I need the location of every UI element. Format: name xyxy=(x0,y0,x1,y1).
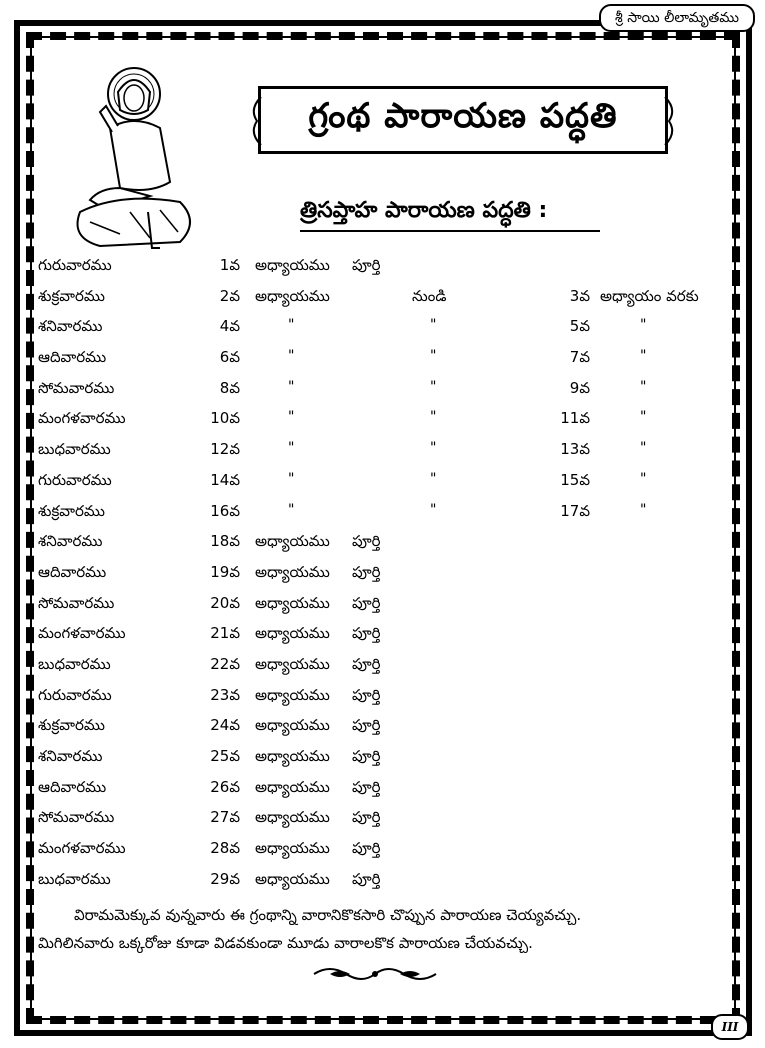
day-name: బుధవారము xyxy=(38,654,111,673)
day-name: గురువారము xyxy=(38,685,112,704)
ditto-mark: " xyxy=(430,409,437,426)
day-name: ఆదివారము xyxy=(38,562,107,581)
day-name: శుక్రవారము xyxy=(38,286,105,305)
chapter-word: అధ్యాయము xyxy=(255,716,330,735)
schedule-row xyxy=(0,344,765,375)
chapter-from: 16వ xyxy=(210,501,240,520)
chapter-from: 10వ xyxy=(210,409,240,428)
schedule-row xyxy=(0,774,765,805)
note-line-2: మిగిలినవారు ఒక్కరోజు కూడా విడవకుండా మూడు వారాలకొక పారాయణ చేయవచ్చు. xyxy=(38,934,533,952)
complete-word: పూర్తి xyxy=(352,747,381,765)
complete-word: పూర్తి xyxy=(352,869,381,888)
ditto-mark: " xyxy=(288,501,295,518)
ditto-mark: " xyxy=(640,470,647,487)
chapter-word: అధ్యాయము xyxy=(255,532,330,551)
page-number: III xyxy=(711,1014,749,1040)
complete-word: పూర్తి xyxy=(352,562,381,581)
schedule-row xyxy=(0,528,765,559)
complete-word: పూర్తి xyxy=(352,593,381,612)
page-title-text: గ్రంథ పారాయణ పద్ధతి xyxy=(308,96,618,136)
ditto-mark: " xyxy=(430,317,437,334)
note-line-1: విరామమెక్కువ వున్నవారు ఈ గ్రంథాన్ని వారానికొకసారి చొప్పున పారాయణ చెయ్యవచ్చు. xyxy=(74,906,582,924)
complete-word: పూర్తి xyxy=(352,256,381,274)
complete-word: పూర్తి xyxy=(352,716,381,735)
day-name: సోమవారము xyxy=(38,808,115,827)
ditto-mark: " xyxy=(640,378,647,395)
ditto-mark: " xyxy=(430,440,437,457)
chapter-word: అధ్యాయము xyxy=(255,839,330,858)
complete-word: పూర్తి xyxy=(352,654,381,673)
title-flourish-right-icon xyxy=(661,95,679,147)
schedule-row xyxy=(0,590,765,621)
chapter-from: 6వ xyxy=(219,348,240,367)
complete-word: పూర్తి xyxy=(352,777,381,796)
title-flourish-left-icon xyxy=(247,95,265,147)
day-name: గురువారము xyxy=(38,256,112,274)
chapter-number: 21వ xyxy=(210,624,240,643)
ditto-mark: " xyxy=(430,348,437,365)
schedule-row xyxy=(0,804,765,835)
chapter-to: 7వ xyxy=(569,348,590,367)
chapter-from: 12వ xyxy=(210,440,240,459)
ditto-mark: " xyxy=(640,409,647,426)
day-name: శనివారము xyxy=(38,747,103,765)
chapter-to: 15వ xyxy=(560,470,590,489)
chapter-number: 20వ xyxy=(210,593,240,612)
chapter-to: 17వ xyxy=(560,501,590,520)
from-word: నుండి xyxy=(412,286,447,305)
ditto-mark: " xyxy=(640,317,647,334)
chapter-from: 2వ xyxy=(219,286,240,305)
chapter-from: 14వ xyxy=(210,470,240,489)
complete-word: పూర్తి xyxy=(352,532,381,551)
day-name: సోమవారము xyxy=(38,378,115,397)
day-name: శనివారము xyxy=(38,317,103,336)
chapter-to: 3వ xyxy=(569,286,590,305)
page-title xyxy=(258,86,668,154)
chapter-word: అధ్యాయము xyxy=(255,256,330,274)
chapter-to: 13వ xyxy=(560,440,590,459)
section-subtitle: త్రిసప్తాహ పారాయణ పద్ధతి : xyxy=(300,198,548,223)
schedule-row xyxy=(0,436,765,467)
schedule-row xyxy=(0,651,765,682)
ditto-mark: " xyxy=(288,348,295,365)
complete-word: పూర్తి xyxy=(352,685,381,704)
ditto-mark: " xyxy=(288,440,295,457)
sai-baba-portrait-icon xyxy=(60,62,220,252)
day-name: బుధవారము xyxy=(38,440,111,459)
ditto-mark: " xyxy=(640,440,647,457)
complete-word: పూర్తి xyxy=(352,808,381,827)
running-header: శ్రీ సాయి లీలామృతము xyxy=(599,4,755,32)
day-name: బుధవారము xyxy=(38,869,111,888)
chapter-word: అధ్యాయము xyxy=(255,747,330,765)
schedule-row xyxy=(0,498,765,529)
ditto-mark: " xyxy=(430,378,437,395)
ditto-mark: " xyxy=(288,470,295,487)
chapter-word: అధ్యాయము xyxy=(255,286,330,305)
chapter-from: 8వ xyxy=(219,378,240,397)
schedule-row xyxy=(0,559,765,590)
day-name: మంగళవారము xyxy=(38,624,126,643)
chapter-to: 9వ xyxy=(569,378,590,397)
day-name: శుక్రవారము xyxy=(38,716,105,735)
chapter-word: అధ్యాయము xyxy=(255,562,330,581)
ditto-mark: " xyxy=(288,317,295,334)
reading-schedule xyxy=(0,252,765,896)
schedule-row xyxy=(0,866,765,897)
chapter-word: అధ్యాయము xyxy=(255,685,330,704)
schedule-row xyxy=(0,283,765,314)
chapter-number: 25వ xyxy=(210,747,240,765)
schedule-row xyxy=(0,682,765,713)
day-name: మంగళవారము xyxy=(38,409,126,428)
chapter-number: 27వ xyxy=(210,808,240,827)
schedule-row xyxy=(0,743,765,774)
complete-word: పూర్తి xyxy=(352,624,381,643)
schedule-row xyxy=(0,620,765,651)
chapter-number: 28వ xyxy=(210,839,240,858)
subtitle-underline xyxy=(300,230,600,232)
schedule-row xyxy=(0,405,765,436)
day-name: ఆదివారము xyxy=(38,348,107,367)
complete-word: పూర్తి xyxy=(352,839,381,858)
schedule-row xyxy=(0,467,765,498)
chapter-number: 1వ xyxy=(219,256,240,274)
until-word: అధ్యాయం వరకు xyxy=(600,286,699,305)
chapter-number: 29వ xyxy=(210,869,240,888)
ditto-mark: " xyxy=(640,348,647,365)
decorative-divider-icon xyxy=(310,964,440,984)
schedule-row xyxy=(0,712,765,743)
chapter-word: అధ్యాయము xyxy=(255,808,330,827)
ditto-mark: " xyxy=(288,378,295,395)
chapter-word: అధ్యాయము xyxy=(255,654,330,673)
ditto-mark: " xyxy=(288,409,295,426)
chapter-number: 22వ xyxy=(210,654,240,673)
chapter-word: అధ్యాయము xyxy=(255,624,330,643)
chapter-number: 24వ xyxy=(210,716,240,735)
chapter-to: 5వ xyxy=(569,317,590,336)
chapter-word: అధ్యాయము xyxy=(255,777,330,796)
chapter-to: 11వ xyxy=(560,409,590,428)
ditto-mark: " xyxy=(640,501,647,518)
day-name: గురువారము xyxy=(38,470,112,489)
chapter-number: 26వ xyxy=(210,777,240,796)
day-name: సోమవారము xyxy=(38,593,115,612)
chapter-word: అధ్యాయము xyxy=(255,869,330,888)
schedule-row xyxy=(0,375,765,406)
day-name: ఆదివారము xyxy=(38,777,107,796)
chapter-word: అధ్యాయము xyxy=(255,593,330,612)
day-name: మంగళవారము xyxy=(38,839,126,858)
chapter-number: 18వ xyxy=(210,532,240,551)
schedule-row xyxy=(0,252,765,283)
schedule-row xyxy=(0,835,765,866)
schedule-row xyxy=(0,313,765,344)
day-name: శనివారము xyxy=(38,532,103,551)
chapter-number: 23వ xyxy=(210,685,240,704)
day-name: శుక్రవారము xyxy=(38,501,105,520)
chapter-number: 19వ xyxy=(210,562,240,581)
ditto-mark: " xyxy=(430,470,437,487)
chapter-from: 4వ xyxy=(219,317,240,336)
ditto-mark: " xyxy=(430,501,437,518)
